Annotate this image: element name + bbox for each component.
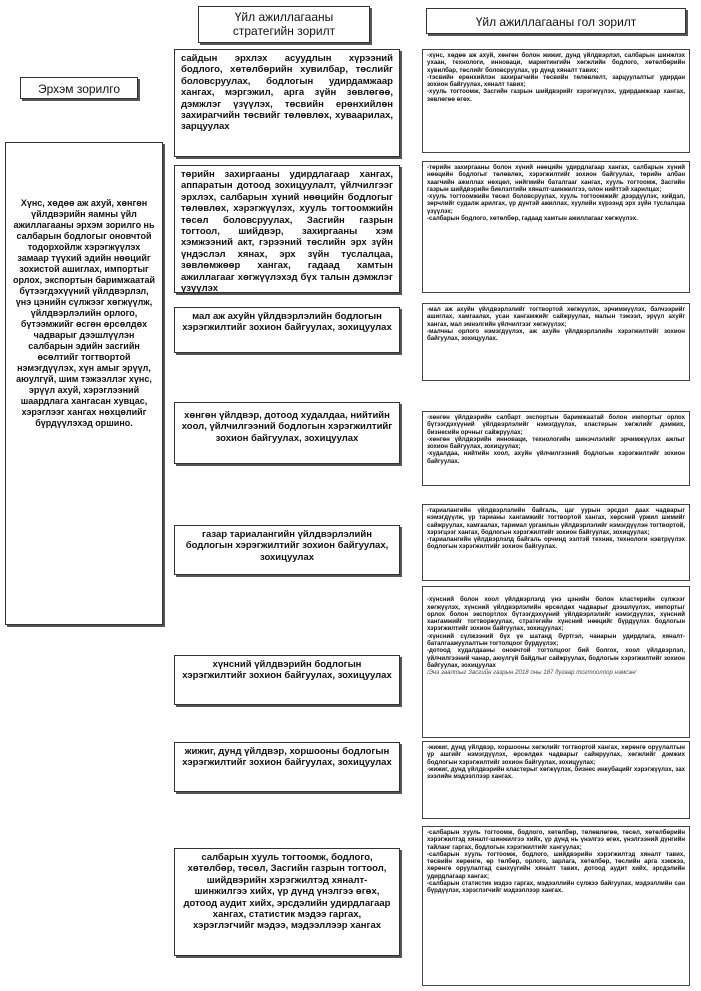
goal-item-6 [422,586,690,738]
goal-item-3: -мал аж ахуйн үйлдвэрлэлийг тогтвортой хөгжүүлэх, эрчимжүүлэх, бэлчээрийг ашиглах, хамгаалах, усан хангамжийг сайжруулах, малын тэжээл, эрүүл ахуйг хангах, мал эмнэлгийн үйлчилгээг хөгжүүлэх; -малчны орлого нэмэгдүүлэх, аж ахуйн үйлдвэрлэлийн хэрэгжилтийг зохион байгуулах, зохицуулах. [422,303,690,381]
goal-item-7: -жижиг, дунд үйлдвэр, хоршооны хөгжлийг тогтвортой хангах, хөрөнгө оруулалтын үр ашгийг нэмэгдүүлэх, өрсөлдөх чадварыг сайжруулах, хөгжлийг дэмжих бодлогын хэрэгжилтийг зохион байгуулах, зохицуулах; -жижиг, дунд үйлдвэрийн кластерыг хөгжүүлэх, бизнес инкубацийг хэрэгжүүлэх, зах зээлийн мэдээллээр хангах. [422,741,690,819]
goal-item-8: -салбарын хууль тогтоомж, бодлого, хөтөлбөр, төлөвлөгөө, төсөл, хөтөлбөрийн хэрэгжилтэд хяналт-шинжилгээ хийх, үр дүнд нь үнэлгээ өгөх, үнэлгээний дүнгийн тайланг гаргах, бодлогын хэрэгжилтийг хангуулах; -салбарын хууль тогтоомж, бодлого, шийдвэрийн хэрэгжилтэд хяналт тавих, төсвийн хөрөнгө, өр төлбөр, орлого, зарлага, хөтөлбөр, төслийн арга хэмжээ, хөрөнгө оруулалтад санхүүгийн хяналт тавих, дотоод аудит хийх, эрсдэлийн удирдлагаар хангах; -салбарын статистик мэдээ гаргах, мэдээллийн сүлжээ байгуулах, мэдээллийн сан бүрдүүлэх, хэрэглэгчийг мэдээллээр хангах. [422,826,690,986]
main-goal-header: Үйл ажиллагааны гол зорилт [426,8,686,34]
strategy-item-7: жижиг, дунд үйлдвэр, хоршооны бодлогын хэрэгжилтийг зохион байгуулах, зохицуулах [174,742,400,792]
mission-text: Хүнс, хөдөө аж ахуй, хөнгөн үйлдвэрийн яамны үйл ажиллагааны эрхэм зорилго нь салбарын бодлогыг оновчтой тодорхойлж хэрэгжүүлэх замаар түүхий эдийн нөөцийг зохистой ашиглах, импортыг орлох, экспортын баримжаатай бүтээгдэхүүний үйлдвэрлэл, үнэ цэнийн сүлжээг хөгжүүлж, үйлдвэрлэлийн орлого, бүтээмжийг өсгөн өрсөлдөх чадварыг дээшлүүлэн салбарын эдийн засгийн өсөлтийг тогтвортой нэмэгдүүлэх, хүн амыг эрүүл, аюулгүй, шим тэжээллэг хүнс, эрүүл ахуй, хэрэглээний шаардлага хангасан хувцас, хэрэглээг хангах нөхцөлийг бүрдүүлэхэд оршино. [5,142,163,625]
strategy-item-5: газар тариалангийн үйлдвэрлэлийн бодлогын хэрэгжилтийг зохион байгуулах, зохицуулах [174,525,400,575]
strategy-item-2: төрийн захиргааны удирдлагаар хангах, аппаратын дотоод зохицуулалт, үйлчилгээг эрхлэх, салбарын хүний нөөцийн бодлогыг төлөвлөх, хэрэгжүүлэх, хууль тогтоомжийн төсөл боловсруулах, Засгийн газрын тогтоол, шийдвэр, захиргааны хэм хэмжээний акт, гэрээний төслийн эрх зүйн үндэслэл хянах, эрх зүйн туслалцаа, зөвлөмжөөр хангах, гадаад хамтын ажиллагааг хөгжүүлэхэд бүх талын дэмжлэг үзүүлэх [174,165,400,293]
strategy-item-3: мал аж ахуйн үйлдвэрлэлийн бодлогын хэрэгжилтийг зохион байгуулах, зохицуулах [174,307,400,353]
goal-item-2: -төрийн захиргааны болон хүний нөөцийн удирдлагаар хангах, салбарын хүний нөөцийн бодлогыг төлөвлөх, хэрэгжилтийг зохион байгуулах, төрийн албан хаагчийн ажиллах нөхцөл, нийгмийн баталгааг хангах, хууль тогтоомж, Засгийн газрын шийдвэрийн биелэлтийн хяналт-шинжилгээ, олон нийттэй харилцах; -хууль тогтоомжийн төсөл боловсруулах, хууль тогтоомжийг дээрдүүлэх, хийдэл, зөрчлийг судалж арилгах, үр дүнтэй ажиллах, хуулийн хүрээнд эрх зүйн туслалцаа үзүүлэх; -салбарын бодлого, хөтөлбөр, гадаад хамтын ажиллагааг хөгжүүлэх. [422,161,690,293]
strategy-item-4: хөнгөн үйлдвэр, дотоод худалдаа, нийтийн хоол, үйлчилгээний бодлогын хэрэгжилтийг зохион байгуулах, зохицуулах [174,402,400,464]
goal-item-6-note: /Энэ заалтыг Засгийн газрын 2018 оны 187 дугаар тогтоолоор нэмсэн/ [427,669,637,677]
goal-item-1: -хүнс, хөдөө аж ахуй, хөнгөн болон жижиг, дунд үйлдвэрлэл, салбарын шинжлэх ухаан, технологи, инноваци, маркетингийн хөгжлийн бодлого, хөтөлбөрийн хувилбар, төслийг боловсруулах, үр дүнд хяналт тавих; -тэсвийн ерөнхийлэн захирагчийн төсвийн төлөвлөлт, зарцуулалтыг удирдан зохион байгуулах, хяналт тавих; -хууль тогтоомж, Засгийн газрын шийдвэрийг хэрэгжүүлэх, удирдамжаар хангах, зөвлөгөө өгөх. [422,49,690,153]
strategy-header: Үйл ажиллагааны стратегийн зорилт [198,6,370,43]
mission-header: Эрхэм зорилго [20,77,138,99]
strategy-item-1: сайдын эрхлэх асуудлын хүрээний бодлого, хөтөлбөрийн хувилбар, төслийг боловсруулах, бодлогын удирдамжаар хангах, мэргэжил, арга зүйн зөвлөгөө, дэмжлэг үзүүлэх, төсвийн ерөнхийлөн захирагчийн төсвийг төлөвлөх, хуваарилах, зарцуулах [174,49,400,157]
goal-item-5: -тариалангийн үйлдвэрлэлийн байгаль, цаг уурын эрсдэл даах чадварыг нэмэгдүүлж, үр тарианы хангамжийг тогтвортой хангах, хөрсний үржил шимийг сайжруулах, хамгаалах, таримал ургамлын үйлдвэрлэлийг нэмэгдүүлэн тогтвортой, хэрэгцээг хангах, бодлогын хэрэгжилтийг зохион байгуулах, зохицуулах; -тариалангийн үйлдвэрлэлд байгаль орчинд ээлтэй техник, технологи нэвтрүүлэх бодлогын хэрэгжилтийг зохион байгуулах. [422,504,690,581]
strategy-item-6: хүнсний үйлдвэрийн бодлогын хэрэгжилтийг зохион байгуулах, зохицуулах [174,655,400,705]
strategy-item-8: салбарын хууль тогтоомж, бодлого, хөтөлбөр, төсөл, Засгийн газрын тогтоол, шийдвэрийн хэрэгжилтэд хяналт-шинжилгээ хийх, үр дүнд үнэлгээ өгөх, дотоод аудит хийх, эрсдэлийн удирдлагаар хангах, статистик мэдээ гаргах, хэрэглэгчийг мэдээ, мэдээллээр хангах [174,848,400,956]
goal-item-6-text: -хүнсний болон хоол үйлдвэрлэлд үнэ цэнийн болон кластерийн сүлжээг хөгжүүлэх, хүнсний үйлдвэрлэлийн өрсөлдөх чадварыг дээшлүүлэх, импортыг орлох болон экспортлох бүтээгдэхүүний үйлдвэрлэлийг нэмэгдүүлэх, хүнсний хангамжийг тогтворжуулах, стратегийн хүнсний нөөцийг бүрдүүлэх бодлогын хэрэгжилтийг зохион байгуулах, зохицуулах; -хүнсний сүлжээний бүх үе шатанд бүртгэл, чанарын удирдлага, хяналт-баталгаажуулалтын тогтолцоог бүрдүүлэх; -дотоод худалдааны оновчтой тогтолцоог бий болгох, хоол үйлдвэрлэл, үйлчилгээний чанар, аюулгүй байдлыг сайжруулах, бодлогын хэрэгжилтийг зохион байгуулах, зохицуулах [427,596,685,669]
goal-item-4: -хөнгөн үйлдвэрийн салбарт экспортын баримжаатай болон импортыг орлох бүтээгдэхүүний үйлдвэрлэлийг нэмэгдүүлэх, кластерын хөгжлийг дэмжих, бизнесийн орчныг сайжруулах; -хөнгөн үйлдвэрийн инноваци, технологийн шинэчлэлийг эрчимжүүлэх ажлыг зохион байгуулах, зохицуулах; -худалдаа, нийтийн хоол, ахуйн үйлчилгээний бодлогын хэрэгжилтийг зохион байгуулах. [422,411,690,486]
